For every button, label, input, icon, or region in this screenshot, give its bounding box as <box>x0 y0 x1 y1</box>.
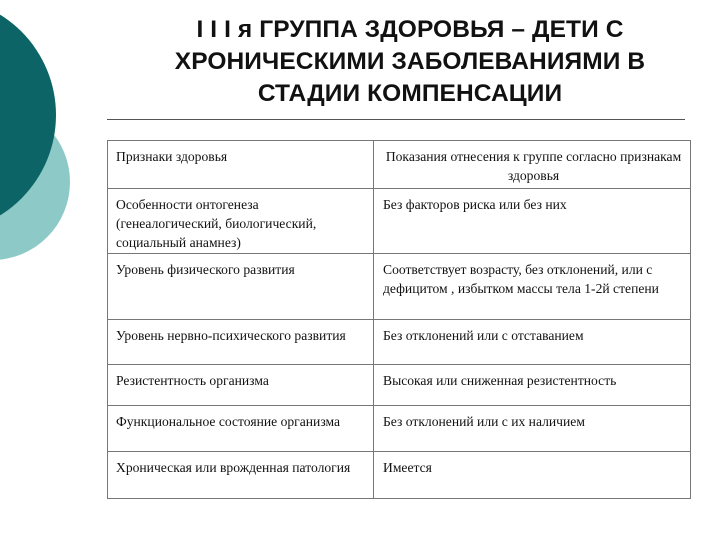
table-row <box>108 406 691 452</box>
row-criterion: Хроническая или врожденная патология <box>108 452 374 499</box>
table-row <box>108 365 691 406</box>
row-indication: Без отклонений или с отставанием <box>374 320 691 365</box>
row-criterion: Резистентность организма <box>108 365 374 406</box>
title-line-2: ХРОНИЧЕСКИМИ ЗАБОЛЕВАНИЯМИ В <box>174 48 646 75</box>
table-row <box>108 189 691 254</box>
row-criterion: Уровень физического развития <box>108 254 374 320</box>
title-divider <box>107 119 685 120</box>
row-criterion: Особенности онтогенеза (генеалогический, биологический, социальный анамнез) <box>108 189 374 254</box>
table-header-row <box>108 141 691 189</box>
table-row <box>108 452 691 499</box>
title-line-1: I I I я ГРУППА ЗДОРОВЬЯ – ДЕТИ С <box>196 16 624 43</box>
row-indication: Имеется <box>374 452 691 499</box>
health-criteria-table <box>107 140 691 499</box>
decorative-circles <box>0 0 110 300</box>
header-cell-criteria: Признаки здоровья <box>108 141 374 189</box>
table-row <box>108 320 691 365</box>
row-indication: Без отклонений или с их наличием <box>374 406 691 452</box>
row-criterion: Уровень нервно-психического развития <box>108 320 374 365</box>
title-line-3: СТАДИИ КОМПЕНСАЦИИ <box>257 80 563 107</box>
table-row <box>108 254 691 320</box>
row-criterion: Функциональное состояние организма <box>108 406 374 452</box>
row-indication: Без факторов риска или без них <box>374 189 691 254</box>
header-cell-indications: Показания отнесения к группе согласно признакам здоровья <box>374 141 691 189</box>
slide-title <box>110 14 710 110</box>
row-indication: Соответствует возрасту, без отклонений, или с дефицитом , избытком массы тела 1-2й степени <box>374 254 691 320</box>
row-indication: Высокая или сниженная резистентность <box>374 365 691 406</box>
